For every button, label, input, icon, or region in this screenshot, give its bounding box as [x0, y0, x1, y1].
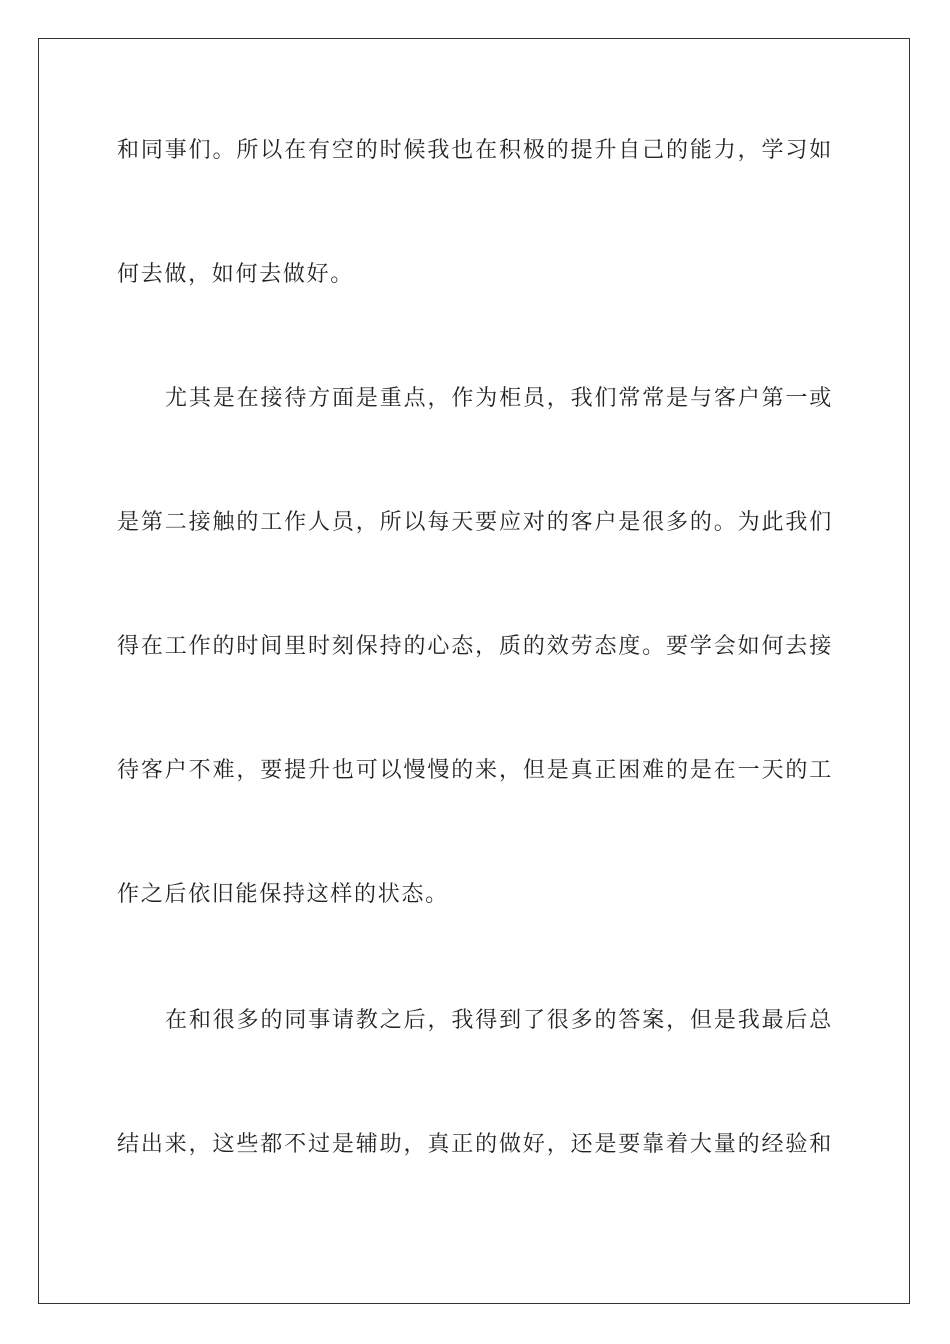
text-line: 得在工作的时间里时刻保持的心态，质的效劳态度。要学会如何去接 — [117, 634, 833, 659]
paragraph-start-line: 在和很多的同事请教之后，我得到了很多的答案，但是我最后总 — [165, 1008, 833, 1033]
paragraph-start-line: 尤其是在接待方面是重点，作为柜员，我们常常是与客户第一或 — [165, 386, 833, 411]
text-line: 待客户不难，要提升也可以慢慢的来，但是真正困难的是在一天的工 — [117, 758, 833, 783]
text-line: 何去做，如何去做好。 — [117, 262, 355, 287]
page-frame — [38, 38, 910, 1304]
text-line: 是第二接触的工作人员，所以每天要应对的客户是很多的。为此我们 — [117, 510, 833, 535]
text-line: 和同事们。所以在有空的时候我也在积极的提升自己的能力，学习如 — [117, 138, 833, 163]
text-line: 作之后依旧能保持这样的状态。 — [117, 882, 449, 907]
text-line: 结出来，这些都不过是辅助，真正的做好，还是要靠着大量的经验和 — [117, 1132, 833, 1157]
